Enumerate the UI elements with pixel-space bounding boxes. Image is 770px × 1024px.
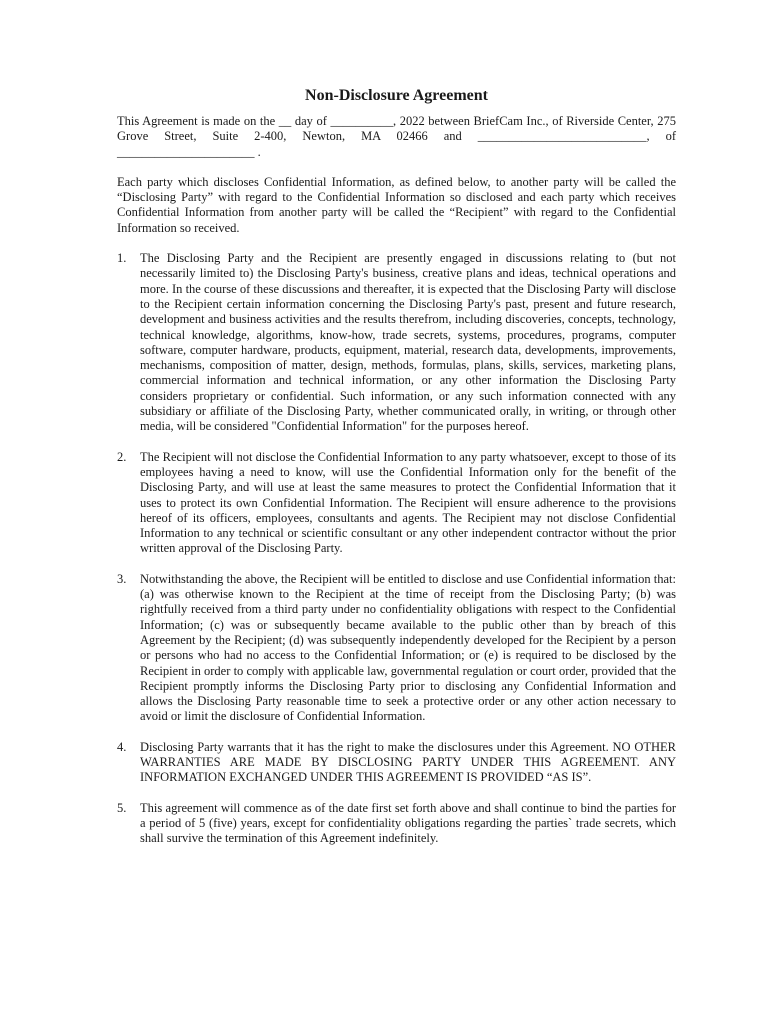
clause-number: 3. [117,571,127,586]
clause-item [117,572,676,725]
definitions-paragraph: Each party which discloses Confidential Information, as defined below, to another party will be called the “Disclosing Party” with regard to the Confidential Information so disclosed and each party which receives Confidential Information from another party will be called the “Recipient” with regard to the Confidential Information so received. [117,174,676,235]
clause-text: Notwithstanding the above, the Recipient will be entitled to disclose and use Confidential information that: (a) was otherwise known to the Recipient at the time of receipt from the Disclosing Party; (b) was rightfully received from a third party under no confidentiality obligations with respect to the Confidential Information; (c) was or subsequently became available to the public other than by breach of this Agreement by the Recipient; (d) was subsequently independently developed for the Recipient by a person or persons who had no access to the Confidential Information; or (e) is required to be disclosed by the Recipient in order to comply with applicable law, governmental regulation or court order, provided that the Recipient promptly informs the Disclosing Party prior to disclosing any Confidential Information and allows the Disclosing Party reasonable time to seek a protective order or any other action necessary to avoid or limit the disclosure of Confidential Information. [140,571,676,724]
clause-list [117,251,676,846]
clause-item [117,251,676,435]
clause-item [117,801,676,847]
clause-item [117,740,676,786]
clause-item [117,450,676,557]
clause-number: 4. [117,739,127,754]
intro-paragraph: This Agreement is made on the __ day of __________, 2022 between BriefCam Inc., of Riverside Center, 275 Grove Street, Suite 2-400, Newton, MA 02466 and ___________________________, of ______________________ . [117,114,676,159]
document-page [117,86,676,861]
clause-text: This agreement will commence as of the date first set forth above and shall continue to bind the parties for a period of 5 (five) years, except for confidentiality obligations regarding the parties` trade secrets, which shall survive the termination of this Agreement indefinitely. [140,800,676,846]
clause-number: 2. [117,449,127,464]
clause-number: 5. [117,800,127,815]
document-title: Non-Disclosure Agreement [305,87,488,104]
clause-number: 1. [117,251,127,266]
clause-text: The Recipient will not disclose the Confidential Information to any party whatsoever, except to those of its employees having a need to know, will use the Confidential Information only for the benefit of the Disclosing Party, and will use at least the same measures to protect the Confidential Information that it uses to protect its own Confidential Information. The Recipient will ensure adherence to the provisions hereof of its officers, employees, consultants and agents. The Recipient may not disclose Confidential Information to any technical or scientific consultant or any other independent contractor without the prior written approval of the Disclosing Party. [140,449,676,556]
clause-text: Disclosing Party warrants that it has the right to make the disclosures under this Agreement. NO OTHER WARRANTIES ARE MADE BY DISCLOSING PARTY UNDER THIS AGREEMENT. ANY INFORMATION EXCHANGED UNDER THIS AGREEMENT IS PROVIDED “AS IS”. [140,739,676,785]
clause-text: The Disclosing Party and the Recipient are presently engaged in discussions relating to (but not necessarily limited to) the Disclosing Party's business, creative plans and ideas, technical operations and more. In the course of these discussions and thereafter, it is expected that the Disclosing Party will disclose to the Recipient certain information concerning the Disclosing Party's past, present and future research, development and business activities and the results therefrom, including discoveries, concepts, technology, technical knowledge, algorithms, know-how, trade secrets, systems, procedures, programs, computer software, computer hardware, products, equipment, material, research data, developments, improvements, mechanisms, composition of matter, design, methods, formulas, plans, skills, services, marketing plans, commercial information and technical information, or any other information the Disclosing Party considers proprietary or confidential. Such information, or any such information connected with any subsidiary or affiliate of the Disclosing Party, whether communicated orally, in writing, or through other media, will be considered "Confidential Information" for the purposes hereof. [140,251,676,434]
